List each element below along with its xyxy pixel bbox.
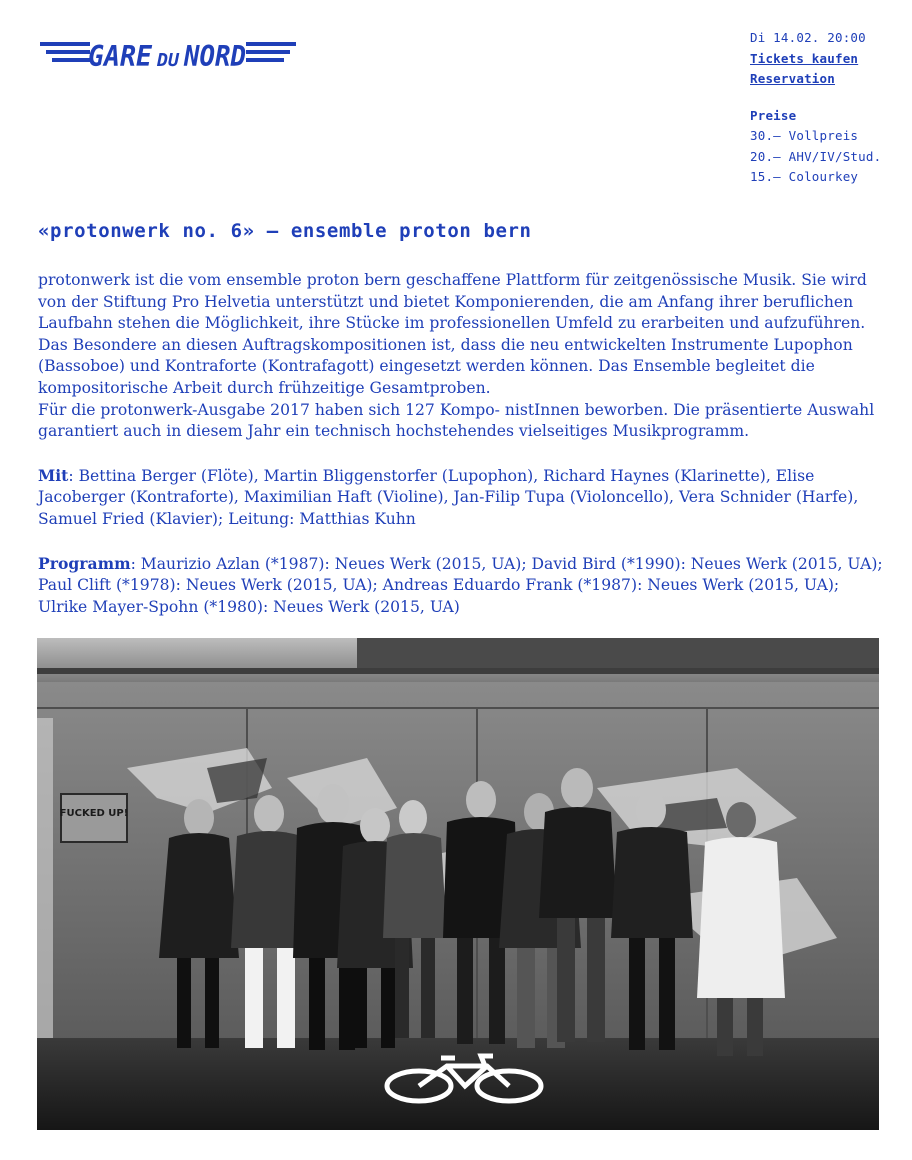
graffiti-text: FUCKED UP! — [59, 808, 129, 819]
logo-word-gare: GARE — [88, 40, 154, 73]
logo-wing-right — [246, 42, 296, 62]
prices-heading: Preise — [750, 107, 797, 123]
logo-wing-left — [40, 42, 90, 62]
event-title: «protonwerk no. 6» – ensemble proton bern — [38, 220, 532, 242]
ensemble-photo — [37, 638, 879, 1130]
program-label: Programm — [38, 553, 131, 573]
price-item: 30.– Vollpreis — [750, 128, 859, 143]
program-text: : Maurizio Azlan (*1987): Neues Werk (2015, UA); David Bird (*1990): Neues Werk (2015, UA); Paul Clift (*1978): Neues Werk (2015, UA); Andreas Eduardo Frank (*1987): Neues Werk (2015, UA); Ulrike Mayer-Spohn (*1980): Neues Werk (2015, UA) — [38, 554, 883, 616]
gare-du-nord-logo[interactable] — [38, 30, 298, 80]
description-paragraph: protonwerk ist die vom ensemble proton bern geschaffene Plattform für zeitgenössische Musik. Sie wird von der Stiftung Pro Helvetia unterstützt und bietet Komponierenden, die am Anfang ihrer beruflichen Laufbahn stehen die Möglichkeit, ihre Stücke im professionellen Umfeld zu erarbeiten und aufzuführen. Das Besondere an diesen Auftragskompositionen ist, dass die neu entwickelten Instrumente Lupophon (Bassoboe) und Kontraforte (Kontrafagott) eingesetzt werden können. Das Ensemble begleitet die kompositorische Arbeit durch frühzeitige Gesamtproben. — [38, 271, 867, 397]
program-paragraph — [38, 553, 883, 619]
price-item: 15.– Colourkey — [750, 169, 859, 184]
cast-paragraph — [38, 465, 883, 531]
event-info — [750, 28, 900, 188]
event-description — [38, 270, 883, 618]
cast-label: Mit — [38, 465, 69, 485]
cast-text: : Bettina Berger (Flöte), Martin Bliggenstorfer (Lupophon), Richard Haynes (Klarinette), Elise Jacoberger (Kontraforte), Maximilian Haft (Violine), Jan-Filip Tupa (Violoncello), Vera Schnider (Harfe), Samuel Fried (Klavier); Leitung: Matthias Kuhn — [38, 466, 859, 528]
description-paragraph: Für die protonwerk-Ausgabe 2017 haben sich 127 Kompo- nistInnen beworben. Die präsentierte Auswahl garantiert auch in diesem Jahr ein technisch hochstehendes vielseitiges Musikprogramm. — [38, 400, 875, 441]
tickets-link[interactable]: Tickets kaufen — [750, 50, 859, 66]
event-date: Di 14.02. 20:00 — [750, 30, 866, 45]
reservation-link[interactable]: Reservation — [750, 71, 835, 86]
price-item: 20.– AHV/IV/Stud. — [750, 148, 882, 164]
logo-word-du: DU — [155, 50, 181, 71]
logo-word-nord: NORD — [183, 40, 246, 73]
